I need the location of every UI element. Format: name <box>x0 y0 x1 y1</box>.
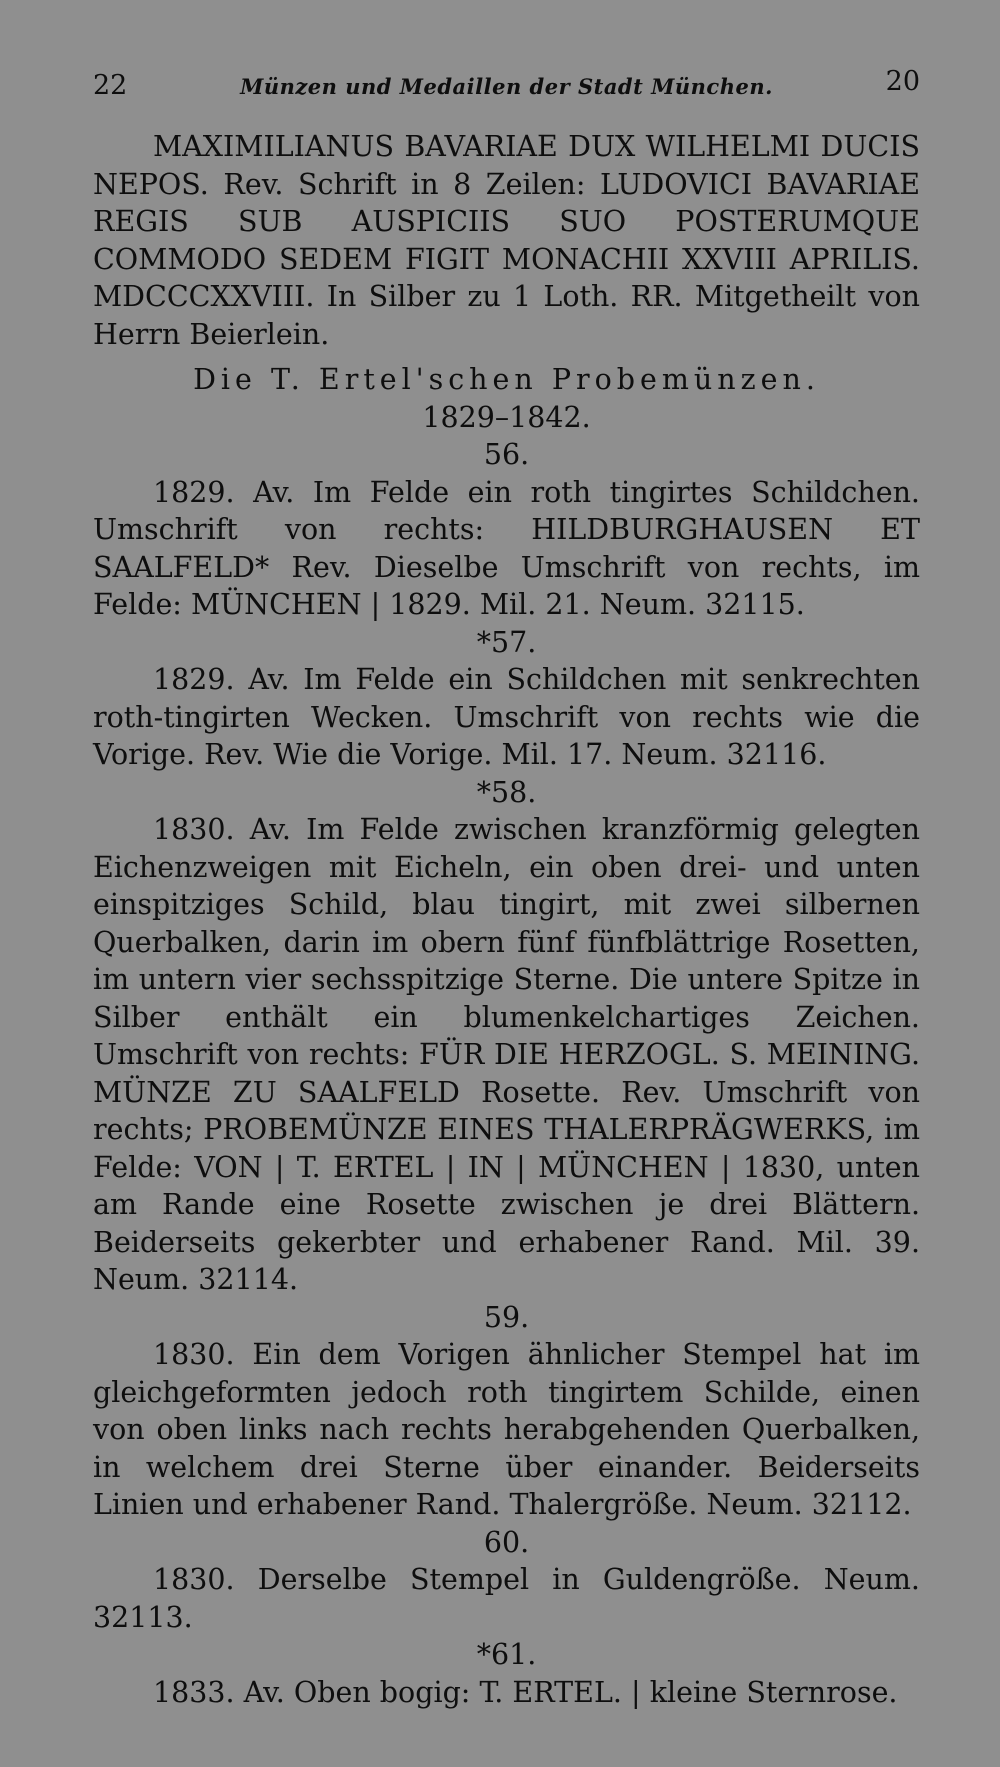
entry-text: 1829. Av. Im Felde ein roth tingirtes Schildchen. Umschrift von rechts: HILDBURGHAUSEN ET SAALFELD* Rev. Dieselbe Umschrift von rechts, im Felde: MÜNCHEN | 1829. Mil. 21. Neum. 32115. <box>93 475 920 621</box>
entry-text: 1829. Av. Im Felde ein Schildchen mit senkrechten roth-tingirten Wecken. Umschrift von rechts wie die Vorige. Rev. Wie die Vorige. Mil. 17. Neum. 32116. <box>93 663 920 771</box>
intro-paragraph: MAXIMILIANUS BAVARIAE DUX WILHELMI DUCIS NEPOS. Rev. Schrift in 8 Zeilen: LUDOVICI BAVARIAE REGIS SUB AUSPICIIS SUO POSTERUMQUE COMMODO SEDEM FIGIT MONACHII XXVIII APRILIS. MDCCCXXVIII. In Silber zu 1 Loth. RR. Mitgetheilt von Herrn Beierlein. <box>93 130 920 351</box>
entry-number: 59. <box>483 1300 530 1334</box>
section-years: 1829–1842. <box>422 400 591 434</box>
running-header <box>93 62 920 102</box>
entry-text: 1833. Av. Oben bogig: T. ERTEL. | kleine Sternrose. <box>153 1675 898 1709</box>
entry-number: *58. <box>476 775 537 809</box>
entry-number: *61. <box>476 1638 537 1671</box>
entry-number: 56. <box>483 438 530 471</box>
page-number-right: 20 <box>885 66 920 97</box>
running-title: Münzen und Medaillen der Stadt München. <box>240 74 773 99</box>
entry-text: 1830. Av. Im Felde zwischen kranzförmig gelegten Eichenzweigen mit Eicheln, ein oben drei- und unten einspitziges Schild, blau tingirt, mit zwei silbernen Querbalken, darin im obern fünf fünfblättrige Rosetten, im untern vier sechsspitzige Sterne. Die untere Spitze in Silber enthält ein blumenkelchartiges Zeichen. Umschrift von rechts: FÜR DIE HERZOGL. S. MEINING. MÜNZE ZU SAALFELD Rosette. Rev. Umschrift von rechts; PROBEMÜNZE EINES THALERPRÄGWERKS, im Felde: VON | T. ERTEL | IN | MÜNCHEN | 1830, unten am Rande eine Rosette zwischen je drei Blättern. Beiderseits gekerbter und erhabener Rand. Mil. 39. Neum. 32114. <box>93 813 920 1296</box>
entry-number: *57. <box>476 625 537 659</box>
entry-text: 1830. Ein dem Vorigen ähnlicher Stempel hat im gleichgeformten jedoch roth tingirtem Schilde, einen von oben links nach rechts herabgehenden Querbalken, in welchem drei Sterne über einander. Beiderseits Linien und erhabener Rand. Thalergröße. Neum. 32112. <box>93 1338 920 1521</box>
section-title: Die T. Ertel'schen Probemünzen. <box>193 363 820 396</box>
entry-text: 1830. Derselbe Stempel in Guldengröße. Neum. 32113. <box>93 1563 920 1634</box>
page-number-left: 22 <box>93 70 128 101</box>
entry-number: 60. <box>483 1525 530 1559</box>
